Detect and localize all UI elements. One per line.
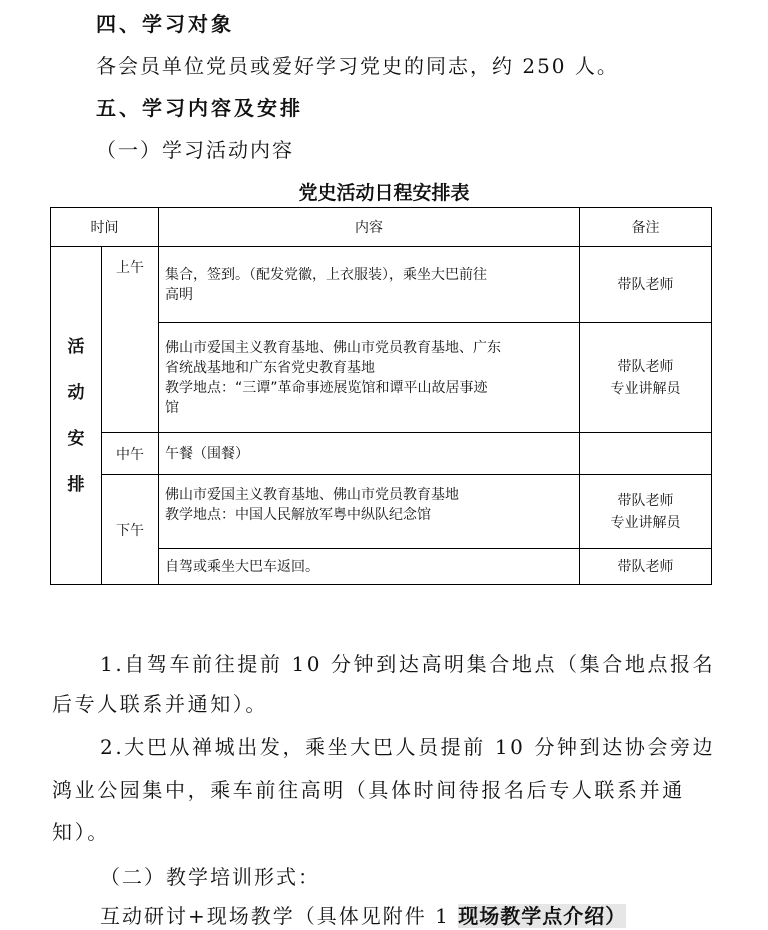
training-format-text — [100, 900, 626, 929]
header-content: 内容 — [159, 208, 580, 247]
row-note: 带队老师 — [580, 549, 712, 585]
row-note — [580, 433, 712, 475]
section5-heading: 五、学习内容及安排 — [96, 96, 303, 120]
period-noon: 中午 — [102, 433, 159, 475]
section4-text: 各会员单位党员或爱好学习党史的同志，约 250 人。 — [96, 54, 619, 78]
row-note: 带队老师 专业讲解员 — [580, 323, 712, 433]
header-note: 备注 — [580, 208, 712, 247]
table-row — [51, 247, 712, 323]
schedule-table — [50, 207, 712, 585]
note2-line1: 2.大巴从禅城出发，乘坐大巴人员提前 10 分钟到达协会旁边 — [100, 735, 716, 759]
table-row — [51, 475, 712, 549]
row-content: 自驾或乘坐大巴车返回。 — [159, 549, 580, 585]
row-content: 佛山市爱国主义教育基地、佛山市党员教育基地、广东 省统战基地和广东省党史教育基地 教学地点：“三谭”革命事迹展览馆和谭平山故居事迹 馆 — [159, 323, 580, 433]
row-note: 带队老师 专业讲解员 — [580, 475, 712, 549]
row-content: 佛山市爱国主义教育基地、佛山市党员教育基地 教学地点：中国人民解放军粤中纵队纪念馆 — [159, 475, 580, 549]
schedule-title: 党史活动日程安排表 — [298, 182, 470, 204]
training-format-plain: 互动研讨+现场教学（具体见附件 1 — [100, 904, 459, 928]
note1-line2: 后专人联系并通知）。 — [52, 692, 268, 716]
note2-line2: 鸿业公园集中，乘车前往高明（具体时间待报名后专人联系并通 — [52, 778, 685, 802]
period-morning: 上午 — [102, 247, 159, 433]
note1-line1: 1.自驾车前往提前 10 分钟到达高明集合地点（集合地点报名 — [100, 652, 716, 676]
note2-line3: 知）。 — [52, 820, 110, 844]
header-time: 时间 — [51, 208, 159, 247]
section4-heading: 四、学习对象 — [96, 12, 234, 36]
group-label-activity: 活 动 安 排 — [51, 247, 102, 585]
subheading-activity-content: （一）学习活动内容 — [96, 138, 294, 162]
period-afternoon: 下午 — [102, 475, 159, 585]
site-intro-highlight: 现场教学点介绍） — [458, 904, 627, 928]
row-content: 集合，签到。（配发党徽，上衣服装），乘坐大巴前往 高明 — [159, 247, 580, 323]
subheading-training-format: （二）教学培训形式： — [100, 865, 320, 889]
table-header-row — [51, 208, 712, 247]
row-content: 午餐（围餐） — [159, 433, 580, 475]
row-note: 带队老师 — [580, 247, 712, 323]
table-row — [51, 433, 712, 475]
